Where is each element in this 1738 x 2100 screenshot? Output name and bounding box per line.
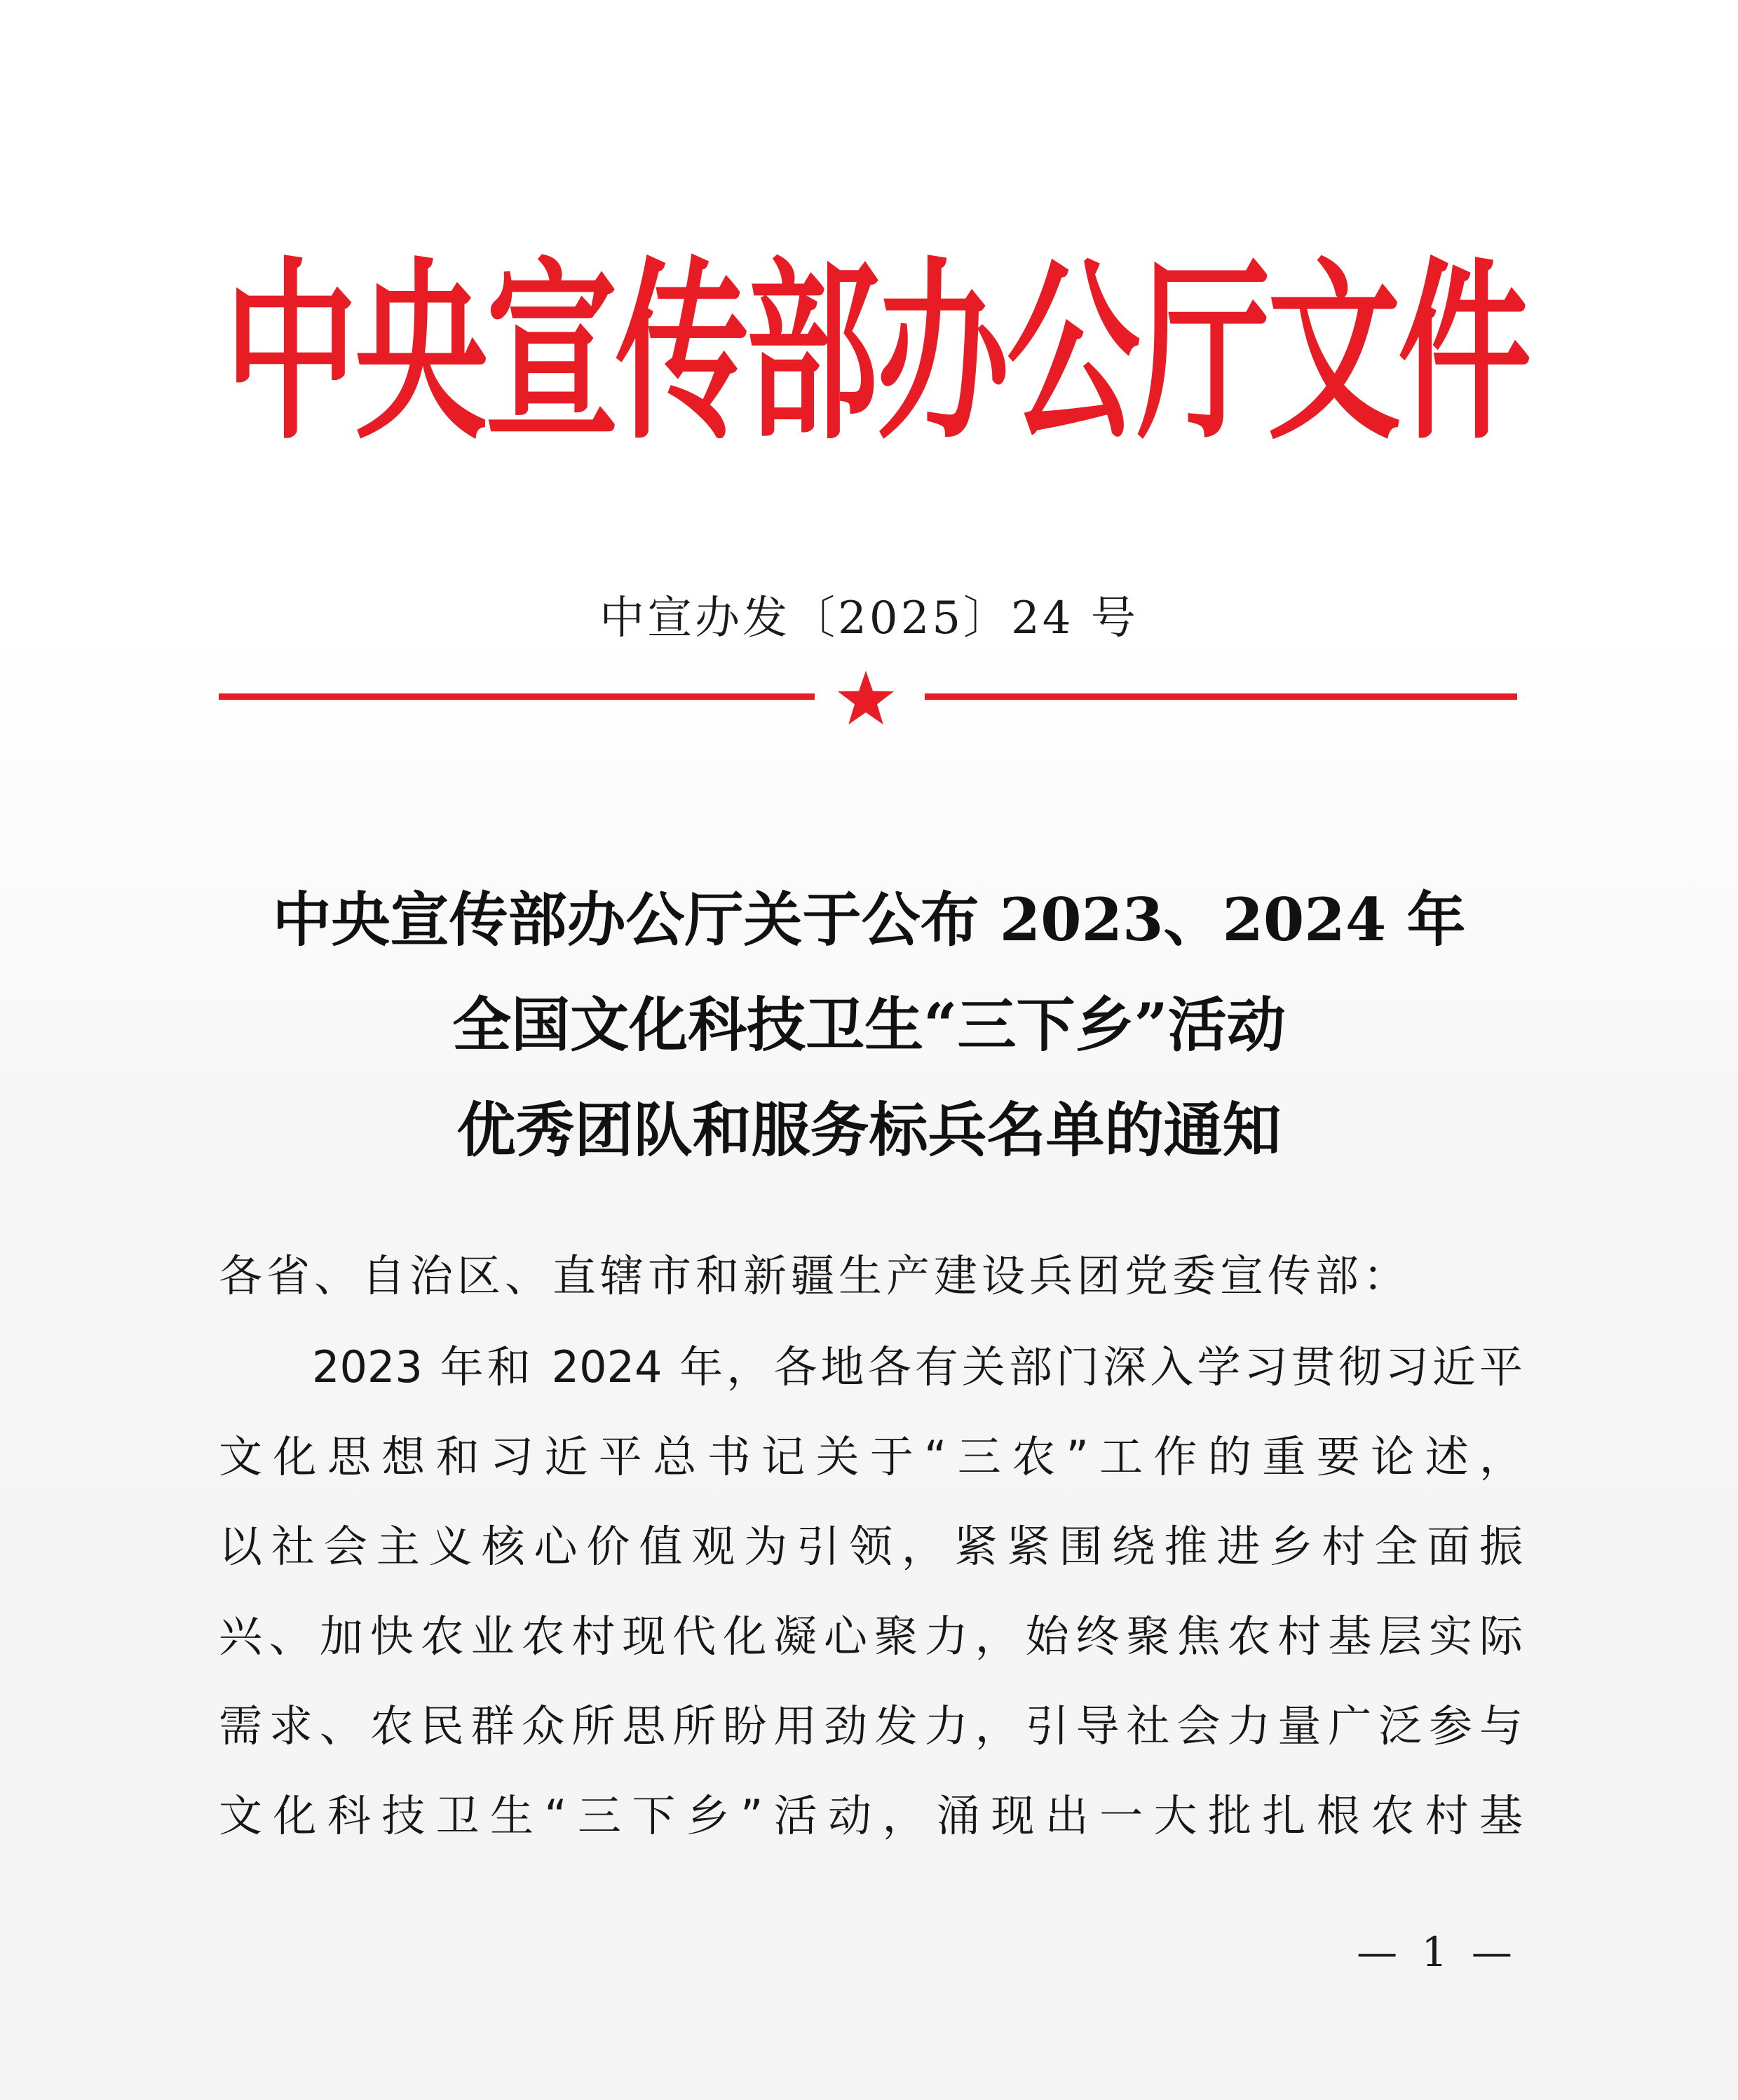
salutation: 各省、自治区、直辖市和新疆生产建设兵团党委宣传部： [219,1250,1411,1301]
body-line-4: 兴、加快农业农村现代化凝心聚力，始终聚焦农村基层实际 [219,1611,1523,1662]
body-line-1: 2023 年和 2024 年，各地各有关部门深入学习贯彻习近平 [312,1341,1523,1393]
red-divider [219,670,1517,726]
body-line-2: 文化思想和习近平总书记关于“三农”工作的重要论述， [219,1431,1523,1482]
masthead-title: 中央宣传部办公厅文件 [224,240,1528,466]
body-line-5: 需求、农民群众所思所盼用劲发力，引导社会力量广泛参与 [219,1700,1523,1752]
notice-title-line-2: 全国文化科技卫生“三下乡”活动 [452,990,1286,1059]
document-number: 中宣办发〔2025〕24 号 [599,592,1139,644]
page-number: — 1 — [1357,1928,1518,1976]
notice-title-line-3: 优秀团队和服务标兵名单的通知 [456,1095,1282,1165]
notice-title-line-1: 中央宣传部办公厅关于公布 2023、2024 年 [272,885,1466,954]
divider-line-right [925,693,1517,700]
divider-line-left [219,693,815,700]
star-icon [834,670,897,726]
body-line-3: 以社会主义核心价值观为引领，紧紧围绕推进乡村全面振 [219,1521,1523,1572]
body-line-6: 文化科技卫生“三下乡”活动，涌现出一大批扎根农村基 [219,1790,1523,1841]
